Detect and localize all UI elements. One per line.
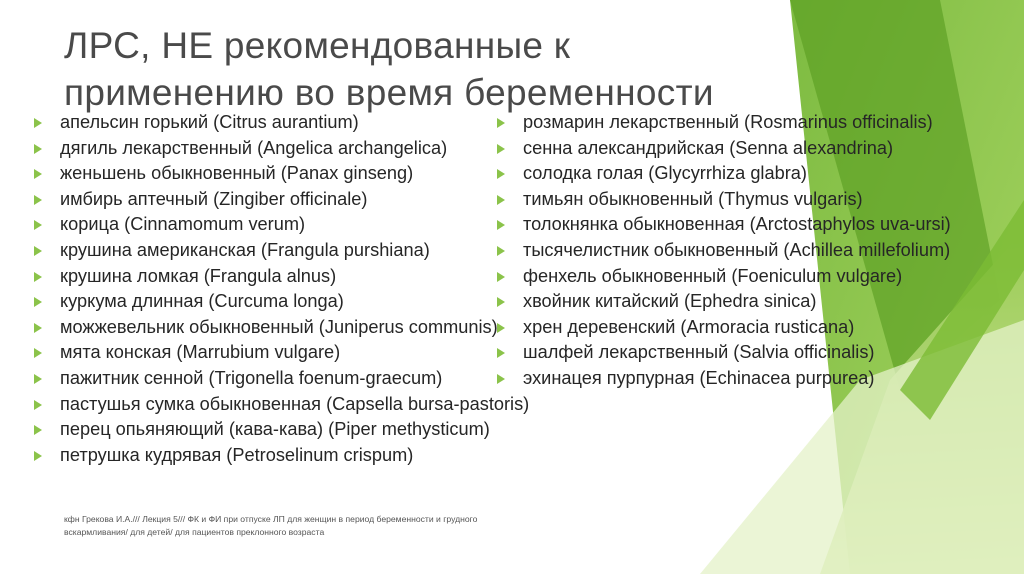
list-item-text: пажитник сенной (Trigonella foenum-graecum): [60, 367, 443, 388]
list-item-text: куркума длинная (Curcuma longa): [60, 291, 344, 312]
list-item: [497, 264, 937, 290]
list-item: [34, 187, 524, 213]
left-list: [34, 110, 530, 468]
arrow-bullet-icon: [497, 323, 505, 333]
list-item-text: сенна александрийская (Senna alexandrina): [523, 137, 894, 158]
footer-line-2: вскармливания/ для детей/ для пациентов преклонного возраста: [64, 526, 325, 537]
title-line-1: ЛРС, НЕ рекомендованные к: [64, 25, 571, 66]
footer-note: [64, 513, 584, 538]
arrow-bullet-icon: [34, 323, 42, 333]
right-list: [497, 110, 951, 392]
list-item: [497, 161, 937, 187]
list-item: [497, 136, 937, 162]
list-item-text: шалфей лекарственный (Salvia officinalis): [523, 342, 875, 363]
list-item: [497, 187, 937, 213]
arrow-bullet-icon: [34, 144, 42, 154]
list-item: [34, 264, 524, 290]
list-item: [34, 238, 524, 264]
arrow-bullet-icon: [497, 246, 505, 256]
arrow-bullet-icon: [497, 348, 505, 358]
list-item: [34, 366, 524, 392]
arrow-bullet-icon: [34, 348, 42, 358]
list-item-text: женьшень обыкновенный (Panax ginseng): [60, 163, 414, 184]
list-item: [497, 366, 937, 392]
list-item: [497, 340, 937, 366]
arrow-bullet-icon: [34, 246, 42, 256]
list-item-text: тысячелистник обыкновенный (Achillea millefolium): [523, 239, 951, 260]
arrow-bullet-icon: [497, 118, 505, 128]
list-item: [34, 392, 530, 418]
footer-line-1: кфн Грекова И.А./// Лекция 5/// ФК и ФИ при отпуске ЛП для женщин в период беременности и грудного: [64, 514, 478, 524]
list-item-text: тимьян обыкновенный (Thymus vulgaris): [523, 188, 863, 209]
list-item: [34, 315, 524, 341]
arrow-bullet-icon: [34, 118, 42, 128]
list-item-text: имбирь аптечный (Zingiber officinale): [60, 188, 368, 209]
list-item-text: дягиль лекарственный (Angelica archangelica): [60, 137, 448, 158]
arrow-bullet-icon: [497, 297, 505, 307]
arrow-bullet-icon: [34, 400, 42, 410]
arrow-bullet-icon: [497, 195, 505, 205]
list-item: [34, 289, 524, 315]
list-item: [34, 161, 524, 187]
arrow-bullet-icon: [34, 451, 42, 461]
list-item-text: розмарин лекарственный (Rosmarinus officinalis): [523, 112, 933, 132]
arrow-bullet-icon: [497, 272, 505, 282]
list-item-text: перец опьяняющий (кава-кава) (Piper methysticum): [60, 419, 490, 440]
arrow-bullet-icon: [497, 169, 505, 179]
arrow-bullet-icon: [497, 220, 505, 230]
list-item-text: корица (Cinnamomum verum): [60, 214, 306, 235]
list-item: [497, 212, 951, 238]
list-item-text: апельсин горький (Citrus aurantium): [60, 112, 359, 132]
arrow-bullet-icon: [34, 425, 42, 435]
arrow-bullet-icon: [34, 195, 42, 205]
list-item-text: крушина ломкая (Frangula alnus): [60, 265, 337, 286]
arrow-bullet-icon: [34, 169, 42, 179]
arrow-bullet-icon: [497, 374, 505, 384]
list-item: [34, 212, 524, 238]
page-title: [64, 22, 764, 116]
title-line-2: применению во время беременности: [64, 72, 714, 113]
list-item: [497, 315, 937, 341]
list-item: [34, 443, 524, 469]
list-item-text: можжевельник обыкновенный (Juniperus communis): [60, 316, 498, 337]
list-item: [34, 110, 524, 136]
list-item-text: петрушка кудрявая (Petroselinum crispum): [60, 444, 414, 465]
list-item-text: крушина американская (Frangula purshiana): [60, 239, 430, 260]
arrow-bullet-icon: [34, 374, 42, 384]
arrow-bullet-icon: [34, 220, 42, 230]
list-item-text: хрен деревенский (Armoracia rusticana): [523, 316, 855, 337]
arrow-bullet-icon: [497, 144, 505, 154]
list-item: [34, 136, 524, 162]
list-item: [497, 238, 951, 264]
list-item: [34, 417, 524, 443]
list-item: [497, 289, 937, 315]
list-item-text: мята конская (Marrubium vulgare): [60, 342, 341, 363]
list-item-text: толокнянка обыкновенная (Arctostaphylos uva-ursi): [523, 214, 951, 235]
arrow-bullet-icon: [34, 297, 42, 307]
list-item: [497, 110, 937, 136]
arrow-bullet-icon: [34, 272, 42, 282]
list-item-text: эхинацея пурпурная (Echinacea purpurea): [523, 367, 875, 388]
list-item-text: хвойник китайский (Ephedra sinica): [523, 291, 817, 312]
list-item-text: фенхель обыкновенный (Foeniculum vulgare): [523, 265, 903, 286]
list-item: [34, 340, 524, 366]
list-item-text: пастушья сумка обыкновенная (Capsella bursa-pastoris): [60, 393, 530, 414]
list-item-text: солодка голая (Glycyrrhiza glabra): [523, 163, 807, 184]
